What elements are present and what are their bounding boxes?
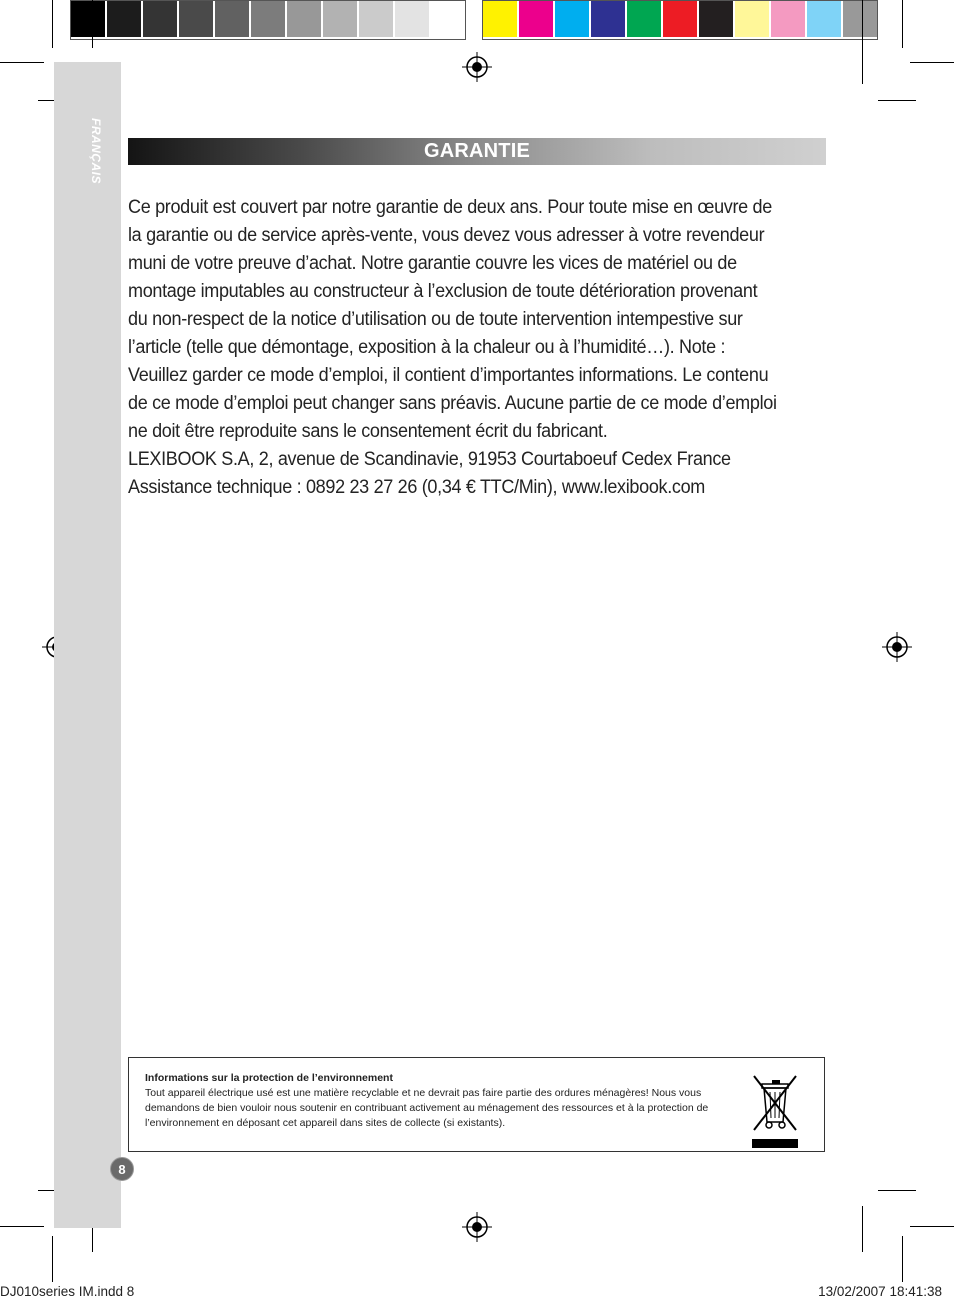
- environment-title: Informations sur la protection de l’environnement: [145, 1072, 393, 1084]
- color-swatch: [699, 1, 735, 37]
- color-swatch: [215, 1, 251, 37]
- color-swatch: [555, 1, 591, 37]
- color-swatch: [431, 1, 465, 37]
- color-swatch: [323, 1, 359, 37]
- color-swatch: [143, 1, 179, 37]
- crop-mark: [902, 0, 903, 48]
- crop-mark: [902, 1236, 903, 1282]
- color-swatch: [359, 1, 395, 37]
- crop-mark: [52, 0, 53, 48]
- page-number: 8: [110, 1157, 134, 1181]
- environment-text-block: [145, 1071, 725, 1131]
- color-swatch: [807, 1, 843, 37]
- crop-mark: [878, 100, 916, 101]
- warranty-paragraph: Ce produit est couvert par notre garantie de deux ans. Pour toute mise en œuvre de la garantie ou de service après-vente, vous devez vous adresser à votre revendeur muni de votre preuve d’achat. Notre garantie couvre les vices de matériel ou de montage imputables au constructeur à l’exclusion de toute détérioration provenant du non-respect de la notice d’utilisation ou de toute intervention intempestive sur l’article (telle que démontage, exposition à la chaleur ou à l’humidité…). Note : Veuillez garder ce mode d’emploi, il contient d’importantes informations. Le contenu de ce mode d’emploi peut changer sans préavis. Aucune partie de ce mode d’emploi ne doit être reproduite sans le consentement écrit du fabricant.: [128, 196, 777, 442]
- grayscale-calibration-bar: [70, 0, 466, 40]
- color-swatch: [627, 1, 663, 37]
- color-swatch: [107, 1, 143, 37]
- language-sidebar: [54, 62, 121, 1228]
- color-swatch: [771, 1, 807, 37]
- crop-mark: [92, 0, 93, 48]
- registration-mark-icon: [462, 1212, 492, 1242]
- language-label: FRANÇAIS: [89, 118, 103, 184]
- color-swatch: [663, 1, 699, 37]
- crop-mark: [862, 0, 863, 84]
- crop-mark: [52, 1236, 53, 1282]
- file-slug: DJ010series IM.indd 8: [0, 1284, 135, 1299]
- registration-mark-icon: [882, 632, 912, 662]
- crop-mark: [910, 1226, 954, 1227]
- environment-info-box: [128, 1057, 825, 1152]
- color-swatch: [71, 1, 107, 37]
- crop-mark: [0, 1226, 44, 1227]
- crossed-out-wheelie-bin-icon: [748, 1068, 802, 1150]
- color-swatch: [287, 1, 323, 37]
- color-swatch: [483, 1, 519, 37]
- color-swatch: [179, 1, 215, 37]
- crop-mark: [910, 62, 954, 63]
- color-swatch: [591, 1, 627, 37]
- section-title-bar: [128, 138, 826, 165]
- crop-mark: [0, 62, 44, 63]
- support-contact: Assistance technique : 0892 23 27 26 (0,34 € TTC/Min), www.lexibook.com: [128, 476, 705, 498]
- color-swatch: [395, 1, 431, 37]
- color-swatch: [251, 1, 287, 37]
- environment-body: Tout appareil électrique usé est une matière recyclable et ne devrait pas faire partie des ordures ménagères! Nous vous demandons de bien vouloir nous soutenir en contribuant activement au ménagement des ressources et à la protection de l’environnement en déposant cet appareil dans sites de collecte (si existants).: [145, 1087, 709, 1129]
- registration-mark-icon: [462, 52, 492, 82]
- company-address: LEXIBOOK S.A, 2, avenue de Scandinavie, 91953 Courtaboeuf Cedex France: [128, 448, 731, 470]
- color-swatch: [843, 1, 877, 37]
- color-swatch: [735, 1, 771, 37]
- crop-mark: [878, 1190, 916, 1191]
- timestamp-slug: 13/02/2007 18:41:38: [818, 1284, 942, 1299]
- warranty-text: [128, 193, 778, 501]
- section-title: GARANTIE: [423, 140, 531, 162]
- crop-mark: [862, 1206, 863, 1252]
- color-swatch: [519, 1, 555, 37]
- color-calibration-bar: [482, 0, 878, 40]
